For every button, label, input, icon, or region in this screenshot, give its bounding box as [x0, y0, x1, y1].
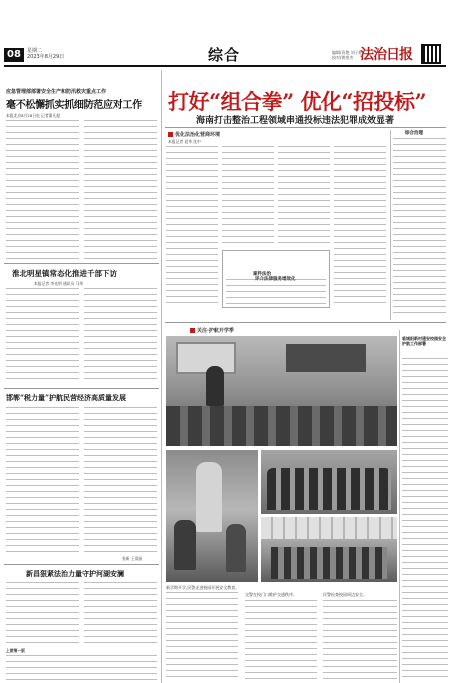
article-body — [166, 592, 238, 680]
article-body — [245, 600, 317, 680]
article-body — [6, 655, 157, 681]
editor-line: 编辑/袁艳 刘子阳 — [332, 50, 363, 55]
photo-figures-row — [271, 547, 387, 579]
sidebar-heading: 综合治理 — [405, 131, 423, 136]
photo-figure — [226, 524, 246, 572]
article-body — [6, 582, 79, 647]
photo-section-label — [190, 327, 234, 334]
photo-police-team[interactable] — [261, 450, 397, 514]
article-body — [84, 288, 157, 384]
article-body — [323, 600, 397, 680]
article-body — [6, 120, 79, 260]
divider — [165, 127, 446, 128]
tag-icon — [190, 328, 195, 333]
bottom-subheading: 评介法律服务增效化 — [255, 277, 296, 282]
photo-section-label-text: 关注·护航开学季 — [197, 328, 234, 334]
section-title: 综合 — [208, 46, 241, 64]
divider — [165, 322, 446, 323]
newspaper-logo: 法治日报 — [360, 47, 412, 63]
article-body — [6, 407, 79, 557]
tag-icon — [168, 132, 173, 137]
page-date — [27, 48, 64, 60]
photo-figures-row — [267, 468, 391, 510]
page-header — [0, 0, 450, 70]
article-byline: 本报记者 李光明 通讯员 马华 — [34, 281, 84, 286]
sidebar-body — [393, 138, 446, 314]
photo-caption: 交警在校门口维护交通秩序。 — [245, 592, 297, 597]
main-subheadline: 海南打击整治工程领域串通投标违法犯罪成效显著 — [196, 116, 395, 126]
article-title[interactable]: 淮北明星镇常态化推进千部下访 — [12, 269, 117, 278]
photo-blackboard — [286, 344, 366, 372]
sidebar — [393, 130, 448, 320]
divider — [4, 388, 159, 389]
column-divider — [399, 330, 400, 683]
article-body — [84, 407, 157, 557]
header-rule — [4, 65, 446, 67]
main-headline[interactable]: 打好“组合拳” 优化“招投标” — [168, 89, 427, 114]
photo-desks — [166, 406, 397, 446]
photo-police-crossing[interactable] — [166, 450, 258, 582]
date-full: 2023年8月29日 — [27, 54, 65, 60]
article-body — [166, 146, 218, 308]
article-body — [84, 120, 157, 260]
article-title[interactable]: 毫不松懈抓实抓细防范应对工作 — [6, 100, 142, 111]
date-weekday: 星期二 — [27, 48, 43, 54]
divider — [4, 564, 159, 565]
photo-figure — [174, 520, 196, 570]
page-number: 08 — [4, 48, 24, 62]
photo-sidebar-body — [402, 358, 448, 678]
article-kicker: 应急管理部部署安全生产和防汛救灾重点工作 — [6, 89, 107, 95]
article-byline: 本报北京8月28日电 记者董凡超 — [6, 113, 61, 118]
article-title[interactable]: 新昌狠紧法治力量守护河湖安澜 — [26, 569, 124, 578]
article-body — [222, 146, 274, 246]
left-column — [4, 70, 159, 683]
editor-info — [332, 50, 363, 60]
photo-figure — [196, 462, 222, 532]
case-box-title: 案件法治 — [253, 272, 271, 277]
article-body — [334, 146, 386, 308]
proof-line: 校对/黄豪杰 — [332, 55, 354, 60]
case-box-body — [226, 279, 326, 305]
article-body — [6, 288, 79, 384]
photo-school-gate[interactable] — [261, 517, 397, 582]
article-body — [84, 582, 157, 647]
article-byline: 上图第一版 — [6, 648, 25, 653]
article-body — [278, 146, 330, 246]
photo-building — [261, 517, 397, 539]
column-divider — [390, 130, 391, 320]
divider — [4, 263, 159, 264]
photo-classroom[interactable] — [166, 336, 397, 446]
column-divider — [161, 70, 162, 683]
column-label-text: 优化法治化营商环境 — [175, 132, 221, 138]
article-title[interactable]: 邯郸“税力量”护航民营经济高质量发展 — [6, 393, 127, 402]
photo-caption: 新学期开学,民警走进校园开展安全教育。 — [166, 585, 240, 590]
column-label — [168, 131, 220, 138]
article-byline: 本报记者 聂华 沈中 — [168, 139, 201, 144]
photo-caption: 民警检查校园周边安全。 — [323, 592, 367, 597]
photo-sidebar-title[interactable]: 临城阳新村通安校园安全护航工作部署 — [402, 336, 446, 346]
photo-sidebar — [402, 336, 448, 681]
photo-figure — [206, 366, 224, 406]
article-byline: 张新 王爱丽 — [122, 556, 143, 561]
qr-code-icon[interactable] — [421, 44, 441, 64]
